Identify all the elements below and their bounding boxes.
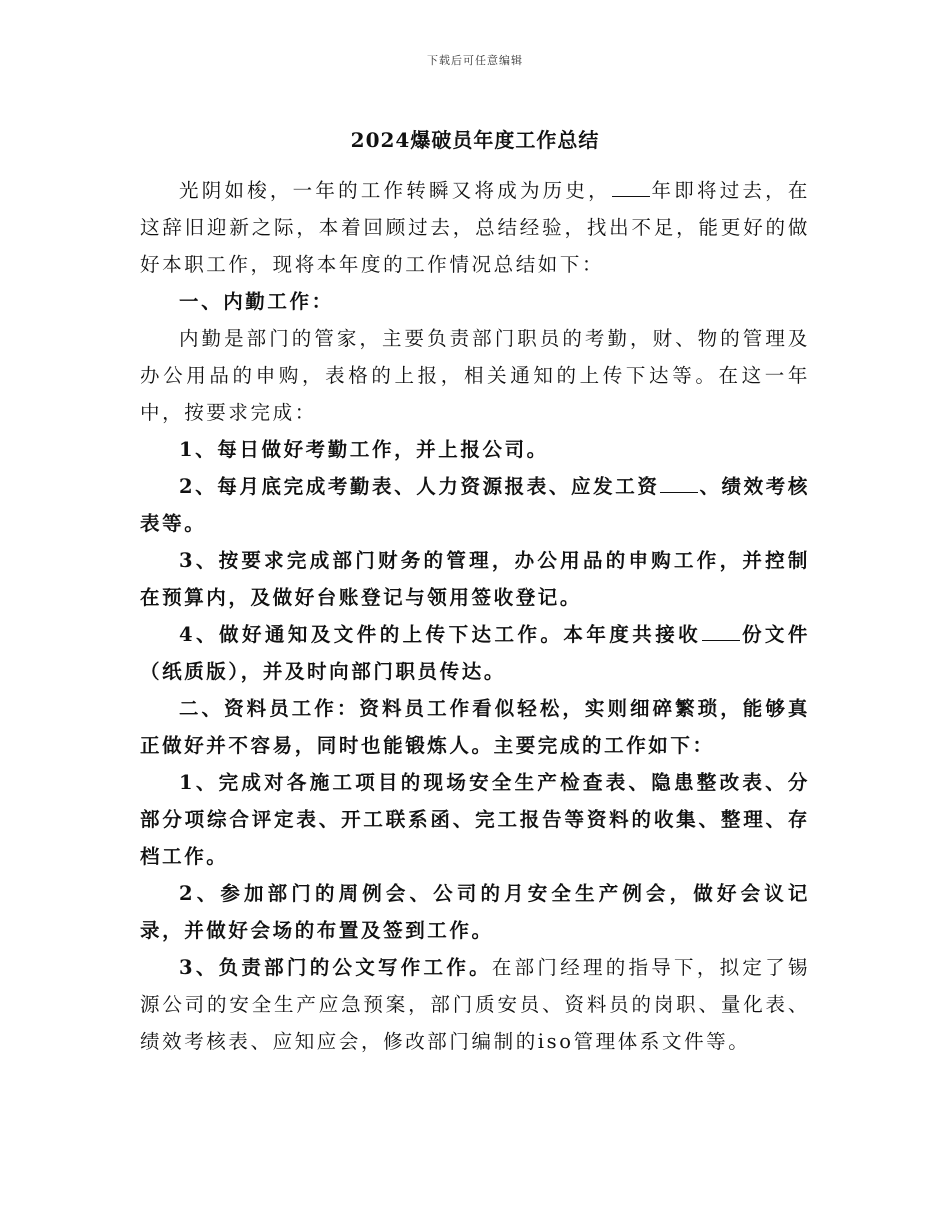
section2-heading-paragraph: 二、资料员工作：资料员工作看似轻松，实则细碎繁琐，能够真正做好并不容易，同时也能锻炼人。主要完成的工作如下： (140, 697, 810, 757)
item4-text-b: 份文件（纸质版），并及时向部门职员传达。 (140, 623, 810, 683)
fill-blank (702, 621, 740, 641)
fill-blank (660, 473, 698, 493)
intro-paragraph (140, 172, 810, 283)
intro-text-b: 年即将过去，在这辞旧迎新之际，本着回顾过去，总结经验，找出不足，能更好的做好本职工作，现将本年度的工作情况总结如下： (140, 179, 811, 276)
section2-item-2: 2、参加部门的周例会、公司的月安全生产例会，做好会议记录，并做好会场的布置及签到工作。 (140, 882, 810, 942)
section1-heading: 一、内勤工作： (179, 290, 334, 313)
header-note: 下载后可任意编辑 (427, 54, 523, 67)
section2-item-1: 1、完成对各施工项目的现场安全生产检查表、隐患整改表、分部分项综合评定表、开工联系函、完工报告等资料的收集、整理、存档工作。 (140, 771, 810, 868)
item2-text-b: 、绩效考核表等。 (140, 475, 810, 535)
item4-text-a: 4、做好通知及文件的上传下达工作。本年度共接收 (179, 623, 702, 646)
section2-item-3 (140, 949, 810, 1060)
item3-bold-text: 3、负责部门的公文写作工作。 (179, 956, 492, 979)
section1-item-4 (140, 616, 810, 690)
fill-blank (612, 177, 650, 197)
section1-item-2 (140, 468, 810, 542)
item3-normal-text: 在部门经理的指导下，拟定了锡源公司的安全生产应急预案，部门质安员、资料员的岗职、量化表、绩效考核表、应知应会，修改部门编制的iso管理体系文件等。 (140, 956, 811, 1053)
document-body (140, 172, 810, 1060)
section1-item-3: 3、按要求完成部门财务的管理，办公用品的申购工作，并控制在预算内，及做好台账登记与领用签收登记。 (140, 549, 810, 609)
section1-description: 内勤是部门的管家，主要负责部门职员的考勤，财、物的管理及办公用品的申购，表格的上报，相关通知的上传下达等。在这一年中，按要求完成： (140, 327, 810, 424)
item2-text-a: 2、每月底完成考勤表、人力资源报表、应发工资 (179, 475, 660, 498)
intro-text-a: 光阴如梭，一年的工作转瞬又将成为历史， (179, 179, 611, 202)
document-title: 2024爆破员年度工作总结 (350, 128, 600, 152)
section1-item-1: 1、每日做好考勤工作，并上报公司。 (179, 438, 549, 461)
